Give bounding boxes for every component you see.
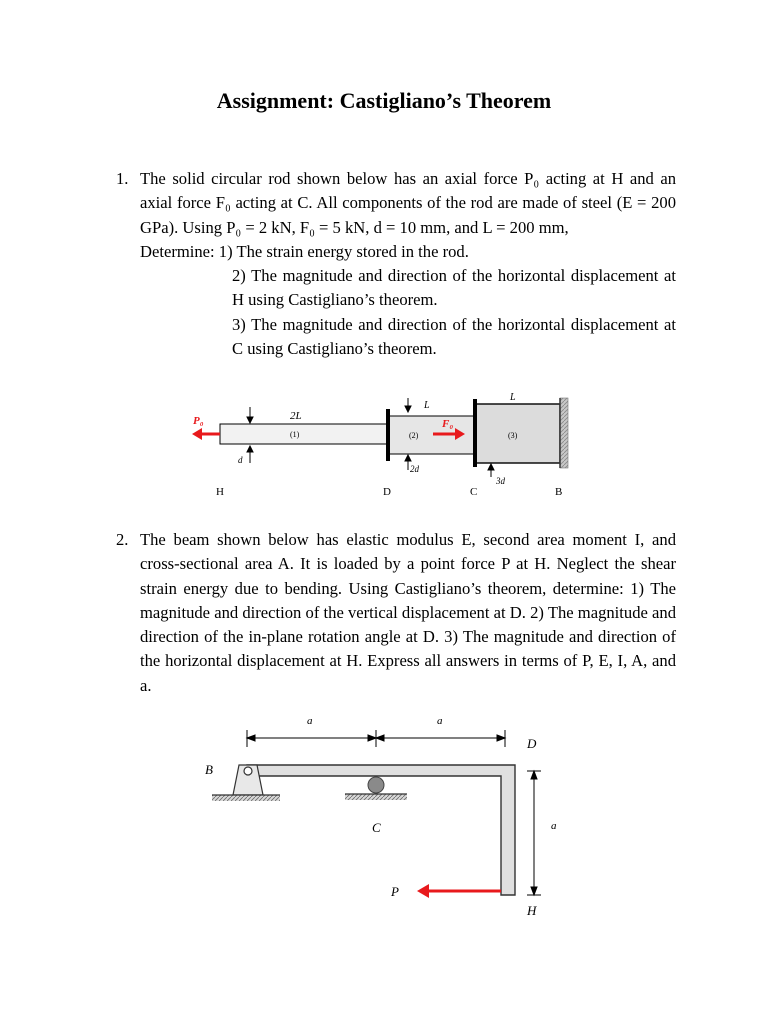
- dia3-label: 3d: [496, 476, 505, 486]
- seg1-length: 2L: [290, 410, 302, 422]
- problem-1-text: The solid circular rod shown below has an axial force P₀ acting at H and an axial force F₀ acting at C. All components of the rod are made of steel (E = 200 GPa). Using P₀ = 2 kN, F₀ = 5 kN, d = 10 mm, and L = 200 mm,: [140, 169, 676, 237]
- point-b-label: B: [555, 486, 563, 498]
- flange-c: [473, 399, 477, 467]
- force-p0-label: P₀: [193, 415, 204, 427]
- problem-2-text: The beam shown below has elastic modulus E, second area moment I, and cross-sectional area A. It is loaded by a point force P at H. Neglect the shear strain energy due to bending. Using Castigliano’s theorem, determine: 1) The magnitude and direction of the vertical displacement at D. 2) The magnitude and direction of the in-plane rotation angle at D. 3) The magnitude and direction of the horizontal displacement at H. Express all answers in terms of P, E, I, A, and a.: [140, 530, 676, 695]
- point-d-label: D: [383, 486, 391, 498]
- seg3-number: (3): [508, 431, 518, 440]
- problem-1-determine-2: 2) The magnitude and direction of the horizontal displacement at H using Castigliano’s theorem.: [232, 266, 676, 310]
- figure-2-l-beam: [195, 705, 580, 930]
- point-b-label: B: [205, 762, 213, 777]
- problem-2-number: 2.: [116, 530, 129, 549]
- seg2-length: L: [424, 400, 430, 411]
- rod-segment-3: [476, 404, 560, 463]
- rod-segment-1: [220, 424, 388, 444]
- page-title: Assignment: Castigliano’s Theorem: [216, 88, 552, 113]
- seg3-length: L: [510, 392, 516, 403]
- dim-a-left: a: [307, 715, 313, 727]
- seg2-number: (2): [409, 431, 419, 440]
- roller-support-c: [345, 777, 407, 800]
- dia2-label: 2d: [410, 464, 419, 474]
- force-f0-label: F₀: [442, 418, 454, 430]
- seg1-number: (1): [290, 430, 300, 439]
- point-h-label: H: [216, 486, 224, 498]
- point-c-label: C: [372, 820, 381, 835]
- point-c-label: C: [470, 486, 478, 498]
- flange-d: [386, 409, 390, 461]
- dia1-label: d: [238, 455, 243, 465]
- force-p-label: P: [391, 884, 399, 899]
- dim-a-right: a: [437, 715, 443, 727]
- problem-2: [116, 528, 676, 698]
- problem-1: [116, 167, 676, 361]
- point-h-label: H: [527, 903, 537, 918]
- wall-b: [560, 398, 568, 468]
- point-d-label: D: [527, 736, 537, 751]
- force-p-arrow: [417, 884, 501, 898]
- dim-a-vertical: a: [551, 820, 557, 832]
- problem-1-determine-3: 3) The magnitude and direction of the horizontal displacement at C using Castigliano’s theorem.: [232, 314, 676, 359]
- problem-1-determine-1: Determine: 1) The strain energy stored in the rod.: [140, 241, 469, 261]
- force-p0-arrow: [192, 428, 220, 440]
- problem-1-number: 1.: [116, 169, 129, 188]
- figure-1-stepped-rod: [180, 385, 600, 500]
